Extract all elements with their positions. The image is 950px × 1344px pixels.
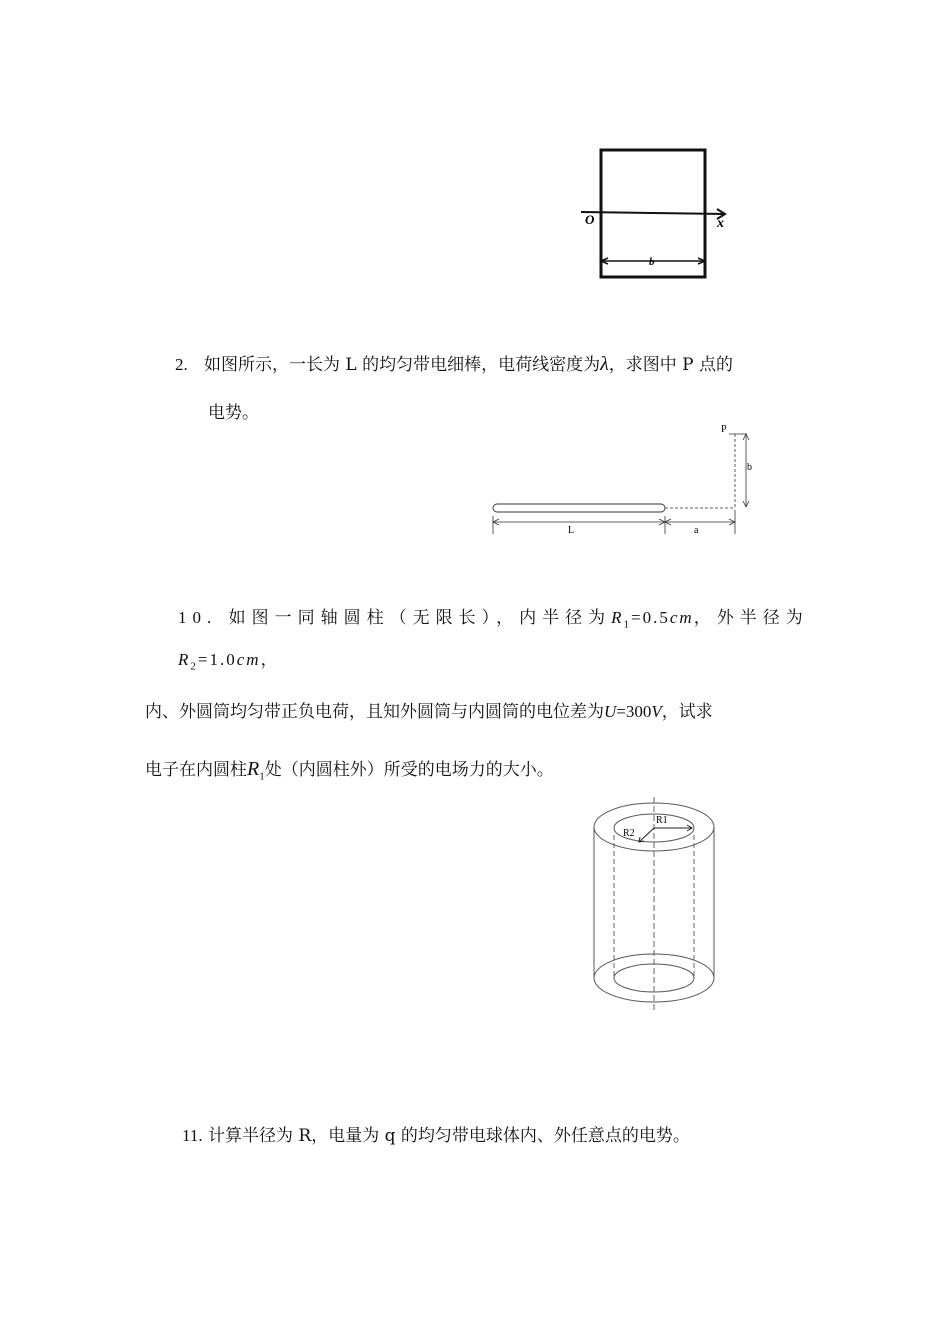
problem-2-text: 如图所示，一长为 L 的均匀带电细棒，电荷线密度为 (203, 355, 601, 375)
u-unit: V (651, 702, 662, 721)
r2-value: =1.0 (197, 650, 237, 669)
u-expression (604, 702, 662, 722)
problem-10-line-2 (178, 648, 280, 678)
problem-10-number: 10. (178, 608, 218, 627)
r2-end: ， (260, 650, 280, 670)
r1-unit: cm (669, 608, 694, 627)
problem-10-line-4 (145, 757, 554, 788)
problem-10-text-4: 电子在内圆柱 (145, 760, 247, 780)
r2-subscript: 2 (190, 660, 198, 673)
r1-symbol: R (611, 608, 624, 627)
width-label: b (649, 256, 655, 268)
problem-10-text-3: 内、外圆筒均匀带正负电荷，且知外圆筒与内圆筒的电位差为 (145, 702, 604, 722)
problem-2-line-2 (208, 401, 259, 425)
point-p-label: P (721, 424, 727, 435)
r1-value: =0.5 (631, 608, 670, 627)
figure-charged-rod (485, 418, 755, 540)
figure-coaxial-cylinder (590, 795, 720, 1015)
figure-rectangle-axis (575, 140, 735, 290)
origin-label: O (585, 212, 595, 227)
r1-figure-label: R1 (656, 815, 668, 826)
problem-2-number: 2. (175, 355, 188, 374)
problem-10-text-mid: ，外半径为 (693, 608, 809, 628)
rod-length-label: L (568, 525, 575, 536)
problem-2-text-cont: 电势。 (208, 403, 259, 423)
height-b-label: b (747, 462, 752, 473)
u-symbol: U (604, 702, 617, 721)
problem-10-text: 如图一同轴圆柱（无限长），内半径为 (228, 608, 612, 628)
r2-unit: cm (236, 650, 261, 669)
r1-expression (611, 608, 694, 631)
problem-11 (182, 1124, 690, 1148)
r2-symbol: R (178, 650, 191, 669)
problem-2-text-end: ，求图中 P 点的 (608, 355, 733, 375)
r1-subscript: 1 (623, 618, 632, 631)
problem-10-line-1 (178, 606, 809, 636)
problem-10-line-3 (145, 700, 713, 724)
problem-2-line-1 (175, 352, 733, 377)
lambda-symbol: λ (600, 353, 609, 375)
problem-11-text: 计算半径为 R，电量为 q 的均匀带电球体内、外任意点的电势。 (208, 1126, 690, 1146)
r1-subscript-inline: 1 (259, 770, 265, 783)
r1-symbol-inline: R (247, 758, 260, 780)
u-value: =300 (616, 702, 652, 721)
problem-11-number: 11. (182, 1126, 203, 1145)
gap-a-label: a (694, 525, 699, 536)
problem-10-text-4-end: 处（内圆柱外）所受的电场力的大小。 (264, 760, 554, 780)
x-axis-label: x (717, 216, 724, 231)
problem-10-text-3-end: ，试求 (661, 702, 713, 722)
r2-figure-label: R2 (623, 828, 635, 839)
